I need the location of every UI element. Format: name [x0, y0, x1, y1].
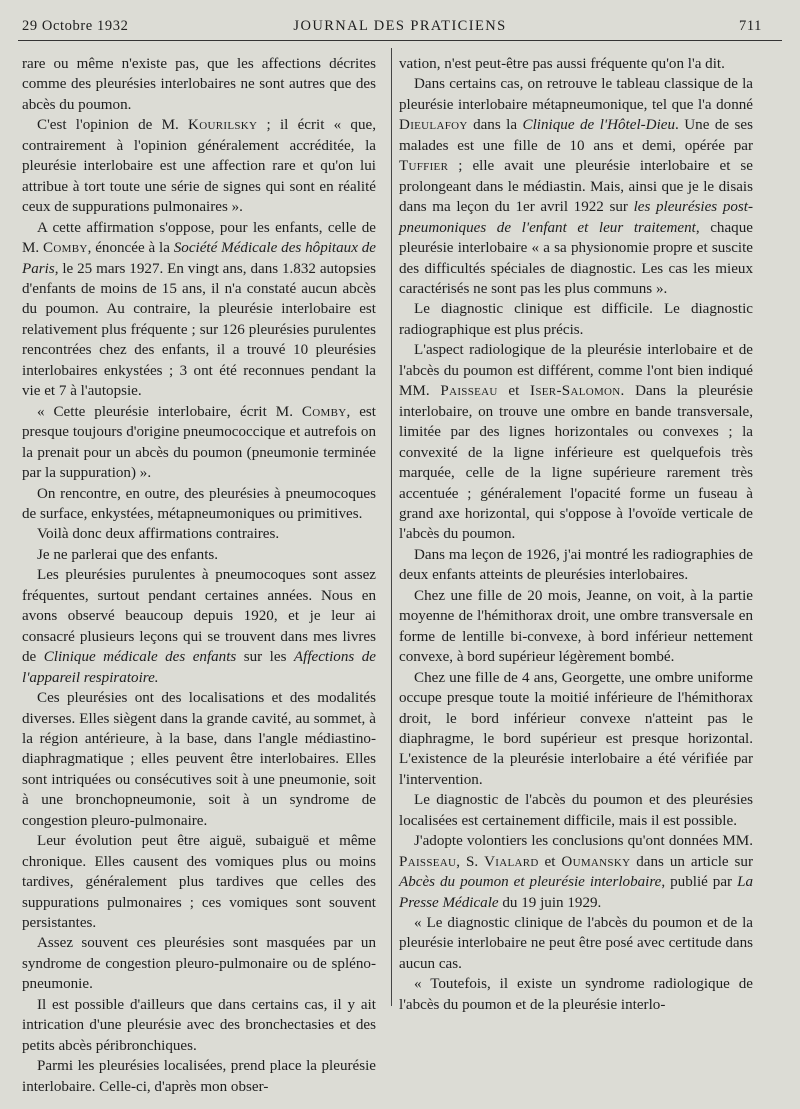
- text-run: vation, n'est peut-être pas aussi fréquente qu'on l'a dit.: [399, 56, 725, 72]
- text-run: ; il écrit « que, contrairement à l'opinion généralement accréditée, la pleurésie interlobaire est une affection rare et qu'on lui attribue à tort toute une série de signes qui sont en réalité ceux de suppurations pulmonaires ».: [22, 117, 377, 216]
- paragraph: [399, 913, 753, 974]
- text-run: Chez une fille de 20 mois, Jeanne, on voit, à la partie moyenne de l'hémithorax droit, une ombre transversale en forme de lentille bi-convexe, à bord inférieur nettement convexe, à bord supérieur légèrement bombé.: [399, 587, 753, 666]
- paragraph: [399, 586, 753, 668]
- paragraph: [22, 933, 376, 994]
- author-name: Paisseau: [399, 853, 457, 870]
- paragraph: [22, 54, 376, 115]
- running-header: [0, 18, 800, 40]
- text-run: A cette affirmation s'oppose, pour les enfants, celle de M.: [22, 219, 376, 257]
- text-run: « Le diagnostic clinique de l'abcès du poumon et de la pleurésie interlobaire ne peut être posé avec certitude dans aucun cas.: [399, 915, 753, 972]
- author-name: Tuffier: [399, 158, 449, 175]
- text-run: Chez une fille de 4 ans, Georgette, une ombre uniforme occupe presque toute la moitié inférieure de l'hémithorax droit, le bord inférieur convexe n'atteint pas le diaphragme, le bord supérieur est presque horizontal. L'existence de la pleurésie interlobaire a été vérifiée par l'intervention.: [399, 669, 753, 788]
- text-run: « Cette pleurésie interlobaire, écrit M.: [37, 403, 302, 420]
- paragraph: [22, 1056, 376, 1097]
- author-name: Dieulafoy: [399, 117, 468, 134]
- text-run: Dans ma leçon de 1926, j'ai montré les radiographies de deux enfants atteints de pleurésies interlobaires.: [399, 546, 753, 584]
- italic-text: Clinique médicale des enfants: [43, 649, 237, 666]
- paragraph: [22, 831, 376, 933]
- paragraph: [22, 524, 376, 544]
- text-run: du 19 juin 1929.: [498, 894, 602, 911]
- text-run: Le diagnostic clinique est difficile. Le diagnostic radiographique est plus précis.: [399, 301, 753, 338]
- text-run: dans un article sur: [630, 853, 753, 870]
- author-name: Oumansky: [561, 853, 631, 870]
- text-run: et: [497, 383, 531, 400]
- italic-text: les pleurésies post-pneumoniques de l'enfant et leur traitement: [399, 199, 754, 236]
- text-run: Il est possible d'ailleurs que dans certains cas, il y ait intrication d'une pleurésie avec des bronchectasies et des petits abcès péribronchiques.: [22, 996, 376, 1054]
- text-run: rare ou même n'existe pas, que les affections décrites comme des pleurésies interlobaires ne sont autres que des abcès du poumon.: [22, 56, 376, 113]
- paragraph: [399, 545, 753, 586]
- text-run: dans la: [467, 117, 523, 134]
- text-run: C'est l'opinion de M.: [37, 117, 189, 134]
- text-run: Dans certains cas, on retrouve le tableau classique de la pleurésie interlobaire métapneumonique, tel que l'a donné: [399, 76, 753, 113]
- italic-text: Abcès du poumon et pleurésie interlobaire: [399, 874, 662, 891]
- paragraph: [22, 484, 376, 525]
- header-rule: [18, 40, 782, 41]
- paragraph: [399, 790, 753, 831]
- paragraph: [22, 545, 376, 565]
- text-run: Voilà donc deux affirmations contraires.: [37, 526, 280, 543]
- text-run: J'adopte volontiers les conclusions qu'ont données MM.: [414, 833, 753, 850]
- text-run: , le 25 mars 1927. En vingt ans, dans 1.832 autopsies d'enfants de moins de 15 ans, il n'a constaté aucun abcès du poumon. Au contraire, la pleurésie interlobaire est relativement plus fréquente ; sur 126 pleurésies purulentes rencontrées chez des enfants, il a trouvé 10 pleurésies interlobaires enkystées ; 3 ont été reconnues pendant la vie et 7 à l'autopsie.: [22, 260, 376, 400]
- text-run: On rencontre, en outre, des pleurésies à pneumocoques de surface, enkystées, métapneumoniques ou primitives.: [22, 485, 376, 522]
- text-run: , publié par: [661, 874, 738, 891]
- text-run: , énoncée à la: [87, 240, 174, 257]
- author-name: Comby: [301, 403, 347, 420]
- author-name: Vialard: [484, 853, 539, 870]
- italic-text: Clinique de l'Hôtel-Dieu: [522, 117, 676, 134]
- text-run: Le diagnostic de l'abcès du poumon et des pleurésies localisées est certainement difficile, mais il est possible.: [399, 792, 753, 829]
- paragraph: [399, 974, 753, 1015]
- text-run: Leur évolution peut être aiguë, subaiguë et même chronique. Elles causent des vomiques plus ou moins tardives, généralement plus tardives que celles des suppurations pulmonaires ; ces vomiques sont souvent persistantes.: [22, 833, 376, 932]
- paragraph: [22, 688, 376, 831]
- paragraph: [22, 565, 376, 688]
- paragraph: [22, 995, 376, 1056]
- header-page-number: 711: [738, 18, 762, 34]
- left-column: [22, 54, 376, 1097]
- text-run: L'aspect radiologique de la pleurésie interlobaire et de l'abcès du poumon est différent, comme l'ont bien indiqué MM.: [399, 342, 753, 400]
- paragraph: [399, 299, 753, 340]
- text-run: « Toutefois, il existe un syndrome radiologique de l'abcès du poumon et de la pleurésie interlo-: [399, 976, 753, 1013]
- italic-text: Société Médicale des hôpitaux de Paris: [22, 240, 376, 277]
- paragraph: [399, 668, 753, 791]
- text-run: et: [538, 853, 562, 870]
- right-column: [399, 54, 753, 1015]
- text-run: , est presque toujours d'origine pneumococcique et autrefois on la prenait pour un abcès du poumon (pneumonie terminée par la suppuration) ».: [22, 403, 376, 482]
- paragraph: [22, 402, 376, 484]
- text-run: , S.: [456, 853, 485, 870]
- column-divider: [391, 48, 392, 1006]
- paragraph: [399, 340, 753, 545]
- text-run: Parmi les pleurésies localisées, prend place la pleurésie interlobaire. Celle-ci, d'après mon obser-: [22, 1058, 376, 1095]
- text-run: , chaque pleurésie interlobaire « a sa physionomie propre et suscite des difficultés spéciales de diagnostic. Les cas les mieux caractérisés ne sont pas les plus communs ».: [399, 219, 753, 297]
- header-journal-title: JOURNAL DES PRATICIENS: [293, 18, 507, 34]
- author-name: Iser-Salomon: [530, 383, 621, 400]
- text-run: Assez souvent ces pleurésies sont masquées par un syndrome de congestion pleuro-pulmonaire ou de spléno-pneumonie.: [22, 935, 376, 993]
- author-name: Paisseau: [440, 383, 498, 400]
- text-run: Ces pleurésies ont des localisations et des modalités diverses. Elles siègent dans la grande cavité, au sommet, à la région antérieure, à la base, dans l'angle médiastino-diaphragmatique ; elles peuvent être interlobaires. Elles sont intriquées ou consécutives soit à une pneumonie, soit à une bronchopneumonie, soit à un syndrome de congestion pleuro-pulmonaire.: [22, 690, 376, 829]
- paragraph: [399, 54, 753, 74]
- text-run: ; elle avait une pleurésie interlobaire et se prolongeant dans le médiastin. Mais, ainsi que je le disais dans ma leçon du 1er avril 1922 sur: [399, 158, 753, 216]
- text-run: Les pleurésies purulentes à pneumocoques sont assez fréquentes, surtout pendant certaines années. Nous en avons observé beaucoup depuis 1920, et je leur ai consacré plusieurs leçons qui se trouvent dans mes livres de: [22, 567, 376, 666]
- text-run: . Dans la pleurésie interlobaire, on trouve une ombre en bande transversale, limitée par des lignes horizontales ou convexes ; la convexité de la ligne inférieure est quelquefois très marquée, celle de la ligne supérieure rarement très accentuée ; généralement l'opacité forme un fuseau à grand axe horizontal, qui s'oppose à l'ovoïde verticale de l'abcès du poumon.: [399, 383, 753, 543]
- paragraph: [399, 831, 753, 913]
- paragraph: [399, 74, 753, 299]
- text-run: sur les: [236, 649, 294, 666]
- author-name: Kourilsky: [188, 117, 258, 134]
- header-date: 29 Octobre 1932: [22, 18, 129, 34]
- italic-text: La Presse Médicale: [399, 874, 754, 911]
- italic-text: Affections de l'appareil respiratoire.: [22, 649, 376, 686]
- text-run: . Une de ses malades est une fille de 10 ans et demi, opérée par: [399, 117, 753, 154]
- author-name: Comby: [43, 240, 88, 257]
- paragraph: [22, 218, 376, 402]
- text-run: Je ne parlerai que des enfants.: [37, 546, 219, 563]
- paragraph: [22, 115, 376, 217]
